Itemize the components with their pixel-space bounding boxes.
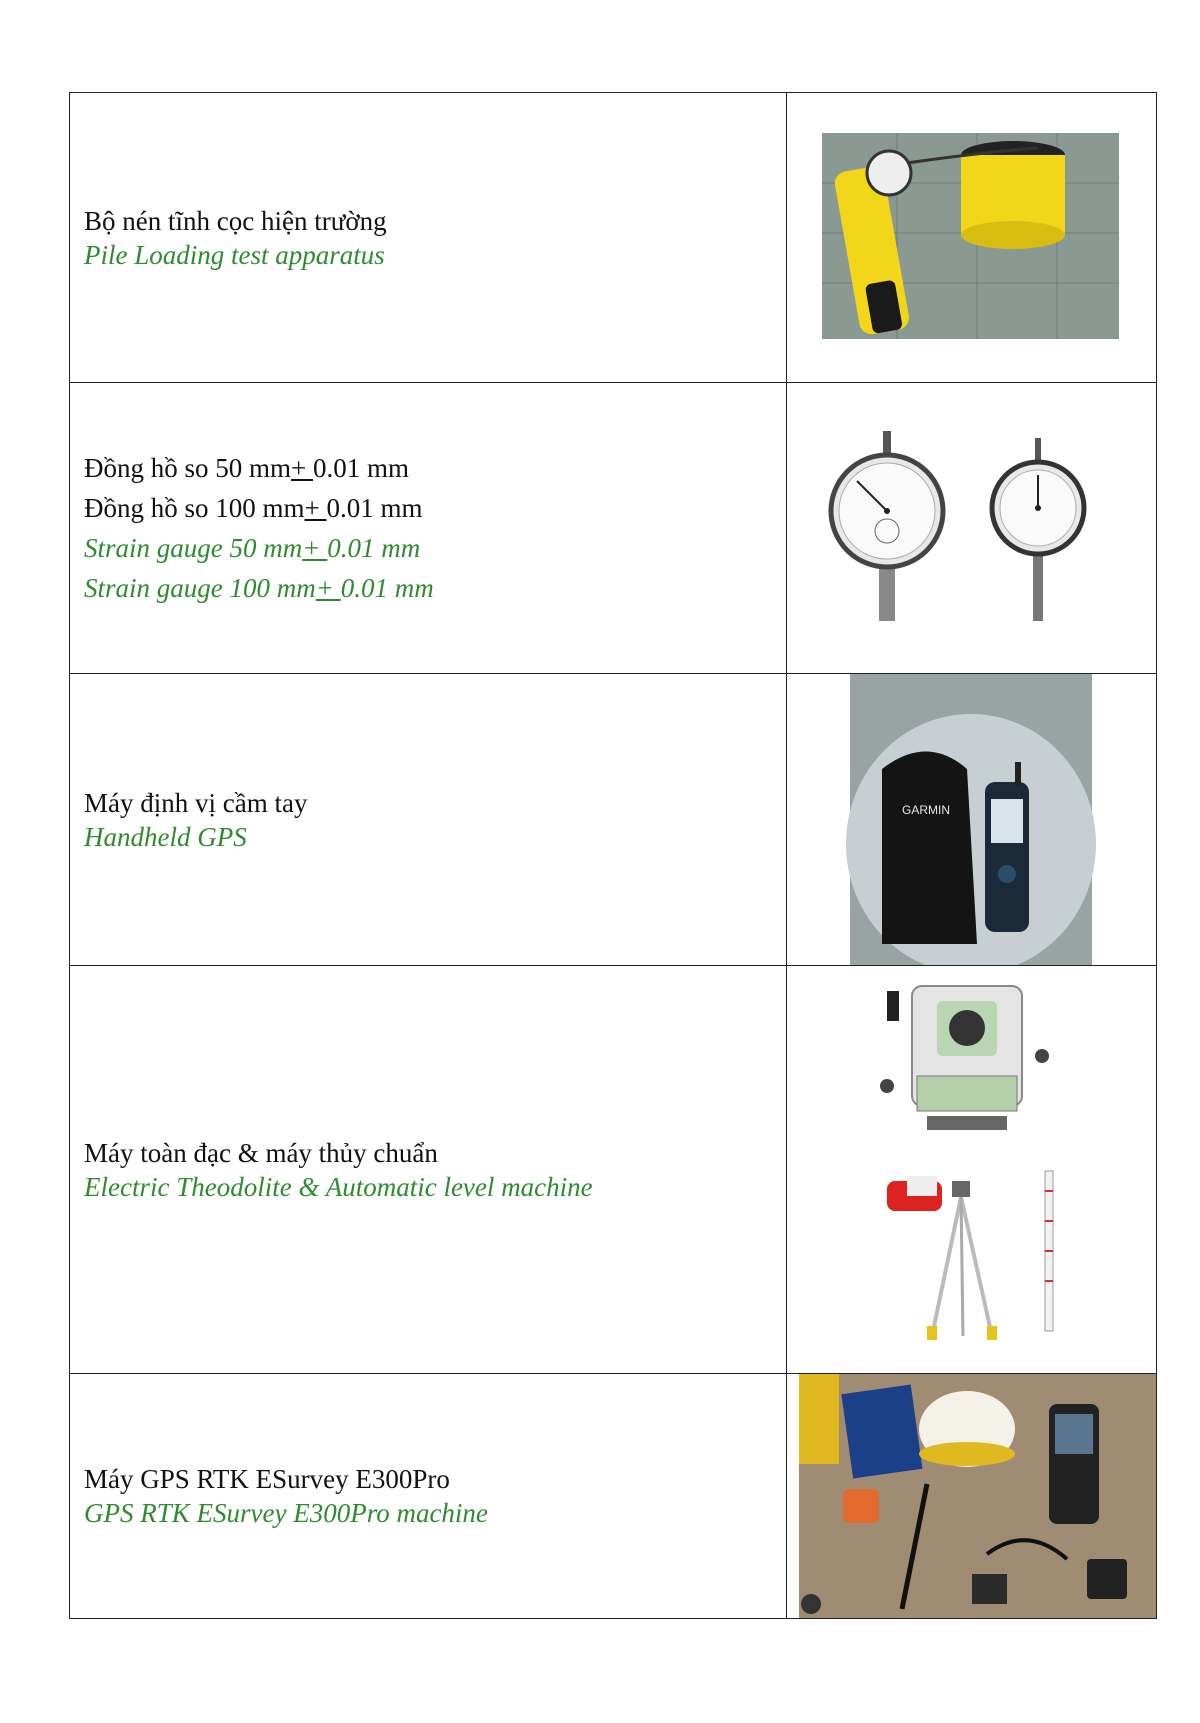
description-cell [70, 966, 787, 1374]
english-name: GPS RTK ESurvey E300Pro machine [84, 1498, 488, 1528]
description-cell [70, 383, 787, 674]
table-row [70, 674, 1157, 966]
description-cell [70, 674, 787, 966]
vietnamese-line: Đồng hồ so 50 mm+ 0.01 mm [84, 453, 410, 483]
description [70, 451, 786, 605]
photo-cell [787, 966, 1157, 1374]
photo-cell [787, 1374, 1157, 1619]
handheld-gps-icon [787, 674, 1156, 965]
description [70, 1136, 786, 1204]
description-cell [70, 93, 787, 383]
english-name: Electric Theodolite & Automatic level machine [84, 1171, 593, 1202]
photo-cell [787, 93, 1157, 383]
vietnamese-line: Đồng hồ so 100 mm+ 0.01 mm [84, 493, 423, 523]
dial-gauge-icon [787, 383, 1156, 673]
description [70, 786, 786, 854]
equipment-table [69, 92, 1157, 1619]
description [70, 204, 786, 272]
hydraulic-jack-icon [787, 93, 1156, 382]
english-line: Strain gauge 100 mm+ 0.01 mm [84, 573, 434, 603]
table-row [70, 93, 1157, 383]
description-cell [70, 1374, 787, 1619]
vietnamese-name: Máy định vị cầm tay [84, 787, 308, 818]
english-name: Pile Loading test apparatus [84, 239, 385, 270]
table-row [70, 383, 1157, 674]
total-station-icon [787, 966, 1156, 1373]
english-name: Handheld GPS [84, 821, 247, 852]
table-row [70, 966, 1157, 1374]
description [70, 1462, 786, 1530]
photo-cell [787, 674, 1157, 966]
photo-cell [787, 383, 1157, 674]
vietnamese-name: Máy toàn đạc & máy thủy chuẩn [84, 1137, 438, 1168]
english-line: Strain gauge 50 mm+ 0.01 mm [84, 533, 421, 563]
vietnamese-name: Bộ nén tĩnh cọc hiện trường [84, 205, 387, 236]
vietnamese-name: Máy GPS RTK ESurvey E300Pro [84, 1464, 450, 1494]
gps-rtk-kit-icon [787, 1374, 1156, 1618]
table-row [70, 1374, 1157, 1619]
svg-text:GARMIN: GARMIN [902, 803, 950, 817]
